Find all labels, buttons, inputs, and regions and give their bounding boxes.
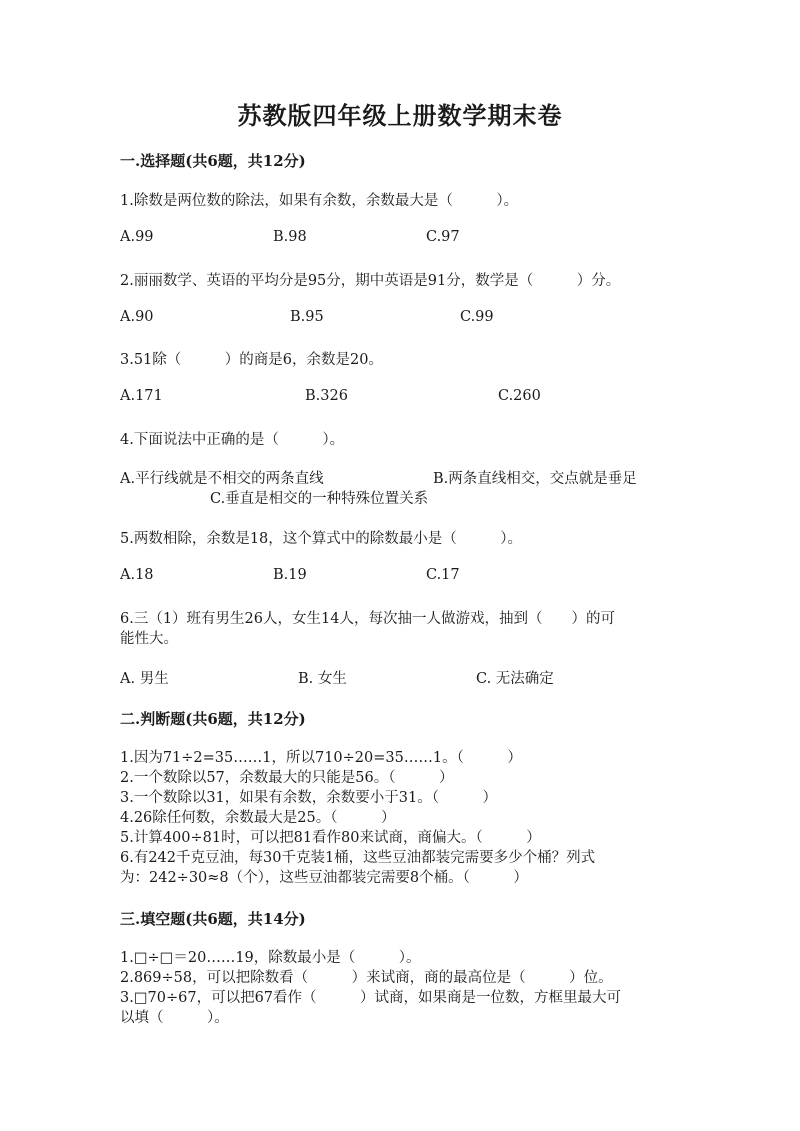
- section-header-true-false: 二.判断题(共6题，共12分): [120, 710, 306, 728]
- question-text: 3.一个数除以31，如果有余数，余数要小于31。（ ）: [120, 790, 497, 806]
- question-text: 1.□÷□＝20……19，除数最小是（ ）。: [120, 950, 421, 966]
- option-a: A.18: [120, 567, 154, 583]
- option-a: A. 男生: [120, 671, 169, 687]
- question-text: 6.三（1）班有男生26人，女生14人，每次抽一人做游戏，抽到（ ）的可: [120, 611, 615, 627]
- question-text: 4.26除任何数，余数最大是25。（ ）: [120, 810, 396, 826]
- option-b: B. 女生: [298, 671, 347, 687]
- option-c: C.垂直是相交的一种特殊位置关系: [210, 491, 429, 507]
- option-c: C.17: [426, 567, 460, 583]
- question-text: 2.869÷58，可以把除数看（ ）来试商，商的最高位是（ ）位。: [120, 970, 613, 986]
- question-text: 3.□70÷67，可以把67看作（ ）试商，如果商是一位数，方框里最大可: [120, 990, 622, 1006]
- section-header-fill-blank: 三.填空题(共6题，共14分): [120, 910, 306, 928]
- question-text: 2.丽丽数学、英语的平均分是95分，期中英语是91分，数学是（ ）分。: [120, 273, 621, 289]
- question-text: 5.两数相除，余数是18，这个算式中的除数最小是（ ）。: [120, 531, 523, 547]
- option-a: A.99: [120, 229, 154, 245]
- question-text-continued: 以填（ ）。: [120, 1010, 229, 1026]
- question-text-continued: 能性大。: [120, 631, 178, 647]
- question-text: 1.因为71÷2=35……1，所以710÷20=35……1。（ ）: [120, 750, 522, 766]
- option-b: B.19: [273, 567, 307, 583]
- option-a: A.171: [120, 388, 163, 404]
- question-text: 2.一个数除以57，余数最大的只能是56。（ ）: [120, 770, 454, 786]
- option-a: A.平行线就是不相交的两条直线: [120, 471, 324, 487]
- option-b: B.95: [290, 309, 324, 325]
- option-a: A.90: [120, 309, 154, 325]
- question-text: 3.51除（ ）的商是6，余数是20。: [120, 352, 383, 368]
- question-text: 4.下面说法中正确的是（ ）。: [120, 432, 345, 448]
- question-text-continued: 为：242÷30≈8（个），这些豆油都装完需要8个桶。（ ）: [120, 870, 528, 886]
- page-title: 苏教版四年级上册数学期末卷: [237, 101, 563, 130]
- option-c: C.97: [426, 229, 460, 245]
- section-header-choice: 一.选择题(共6题，共12分): [120, 152, 306, 170]
- option-c: C.99: [460, 309, 494, 325]
- question-text: 1.除数是两位数的除法，如果有余数，余数最大是（ ）。: [120, 193, 519, 209]
- option-b: B.326: [305, 388, 348, 404]
- option-b: B.98: [273, 229, 307, 245]
- option-b: B.两条直线相交，交点就是垂足: [433, 471, 637, 487]
- option-c: C. 无法确定: [476, 671, 554, 687]
- option-c: C.260: [498, 388, 541, 404]
- question-text: 5.计算400÷81时，可以把81看作80来试商，商偏大。（ ）: [120, 830, 541, 846]
- question-text: 6.有242千克豆油，每30千克装1桶，这些豆油都装完需要多少个桶？列式: [120, 850, 596, 866]
